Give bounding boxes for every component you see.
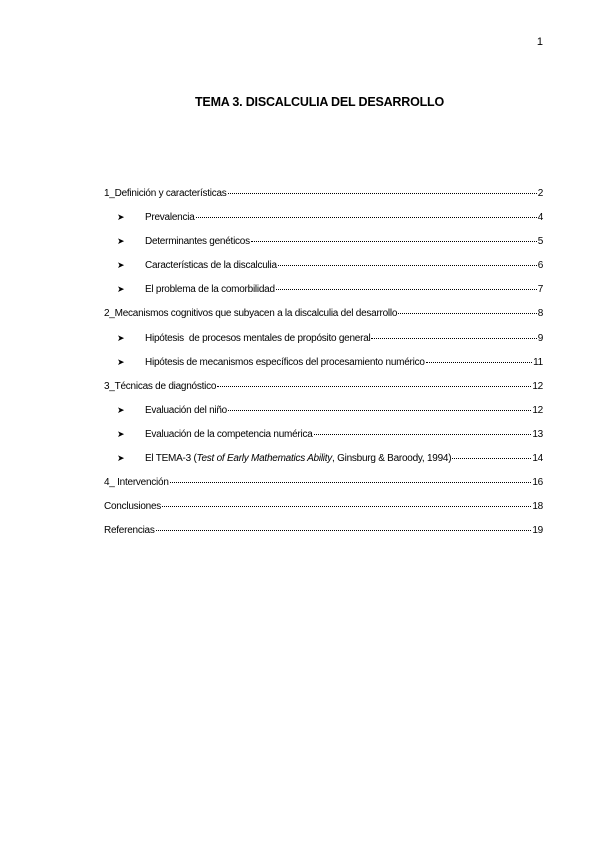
toc-entry-text: Evaluación del niño bbox=[145, 404, 227, 416]
document-title: TEMA 3. DISCALCULIA DEL DESARROLLO bbox=[195, 95, 444, 109]
toc-entry-page: 5 bbox=[537, 236, 543, 248]
dot-leader bbox=[170, 481, 532, 483]
toc-entry-text: El problema de la comorbilidad bbox=[145, 284, 275, 296]
toc-entry-hipotesis-general[interactable] bbox=[104, 333, 543, 357]
toc-entry-text: 1_Definición y características bbox=[104, 188, 227, 199]
dot-leader bbox=[276, 288, 537, 290]
toc-entry-page: 7 bbox=[537, 284, 543, 296]
dot-leader bbox=[314, 433, 532, 435]
toc-entry-text: 4_ Intervención bbox=[104, 477, 169, 489]
toc-entry-determinantes[interactable] bbox=[104, 236, 543, 260]
toc-entry-prevalencia[interactable] bbox=[104, 212, 543, 236]
dot-leader bbox=[452, 457, 531, 459]
dot-leader bbox=[278, 264, 537, 266]
toc-entry-text: Conclusiones bbox=[104, 501, 162, 513]
arrowhead-bullet-icon: ➤ bbox=[117, 284, 125, 295]
toc-entry-tecnicas[interactable] bbox=[104, 381, 543, 405]
toc-entry-page: 19 bbox=[532, 525, 543, 537]
toc-entry-page: 18 bbox=[532, 501, 543, 513]
arrowhead-bullet-icon: ➤ bbox=[117, 428, 125, 439]
page-number: 1 bbox=[536, 36, 543, 48]
arrowhead-bullet-icon: ➤ bbox=[117, 332, 125, 343]
toc-entry-page: 16 bbox=[532, 477, 543, 489]
toc-entry-text: Prevalencia bbox=[145, 212, 195, 224]
toc-entry-hipotesis-especificos[interactable] bbox=[104, 357, 543, 381]
dot-leader bbox=[371, 337, 536, 339]
dot-leader bbox=[196, 216, 537, 218]
dot-leader bbox=[228, 409, 531, 411]
toc-entry-text-prefix: El TEMA-3 ( bbox=[145, 453, 197, 465]
arrowhead-bullet-icon: ➤ bbox=[117, 404, 125, 415]
dot-leader bbox=[228, 192, 537, 194]
toc-entry-caracteristicas[interactable] bbox=[104, 260, 543, 284]
toc-entry-text: Determinantes genéticos bbox=[145, 236, 250, 248]
toc-entry-page: 13 bbox=[532, 428, 543, 440]
dot-leader bbox=[251, 240, 537, 242]
toc-entry-conclusiones[interactable] bbox=[104, 501, 543, 525]
dot-leader bbox=[398, 312, 537, 314]
toc-entry-text: Evaluación de la competencia numérica bbox=[145, 428, 313, 440]
toc-entry-referencias[interactable] bbox=[104, 525, 543, 549]
toc-entry-evaluacion-competencia[interactable] bbox=[104, 429, 543, 453]
arrowhead-bullet-icon: ➤ bbox=[117, 236, 125, 247]
toc-entry-mecanismos[interactable] bbox=[104, 308, 543, 332]
arrowhead-bullet-icon: ➤ bbox=[117, 356, 125, 367]
dot-leader bbox=[156, 529, 532, 531]
arrowhead-bullet-icon: ➤ bbox=[117, 260, 125, 271]
toc-entry-text-suffix: , Ginsburg & Baroody, 1994) bbox=[332, 453, 452, 465]
toc-entry-text: Hipótesis de procesos mentales de propósito general bbox=[145, 332, 371, 344]
dot-leader bbox=[426, 361, 532, 363]
toc-entry-page: 11 bbox=[533, 356, 543, 368]
toc-entry-text: 3_Técnicas de diagnóstico bbox=[104, 380, 217, 392]
toc-entry-comorbilidad[interactable] bbox=[104, 284, 543, 308]
toc-entry-page: 2 bbox=[537, 188, 543, 199]
toc-entry-evaluacion-nino[interactable] bbox=[104, 405, 543, 429]
toc-entry-page: 14 bbox=[532, 453, 543, 465]
toc-entry-page: 8 bbox=[537, 308, 543, 320]
dot-leader bbox=[217, 385, 531, 387]
toc-entry-page: 12 bbox=[532, 404, 543, 416]
toc-entry-intervencion[interactable] bbox=[104, 477, 543, 501]
toc-entry-tema-3[interactable] bbox=[104, 453, 543, 477]
toc-entry-text: Referencias bbox=[104, 525, 155, 537]
table-of-contents bbox=[104, 188, 543, 549]
arrowhead-bullet-icon: ➤ bbox=[117, 453, 125, 464]
toc-entry-page: 6 bbox=[537, 260, 543, 272]
toc-entry-text: Características de la discalculia bbox=[145, 260, 277, 272]
arrowhead-bullet-icon: ➤ bbox=[117, 212, 125, 223]
toc-entry-text bbox=[145, 453, 451, 464]
toc-entry-definicion[interactable] bbox=[104, 188, 543, 212]
dot-leader bbox=[162, 505, 531, 507]
toc-entry-text: Hipótesis de mecanismos específicos del procesamiento numérico bbox=[145, 356, 425, 368]
toc-entry-page: 12 bbox=[532, 380, 543, 392]
toc-entry-page: 9 bbox=[537, 332, 543, 344]
toc-entry-text-italic: Test of Early Mathematics Ability bbox=[196, 453, 333, 465]
toc-entry-page: 4 bbox=[537, 212, 543, 224]
toc-entry-text: 2_Mecanismos cognitivos que subyacen a la discalculia del desarrollo bbox=[104, 308, 398, 320]
